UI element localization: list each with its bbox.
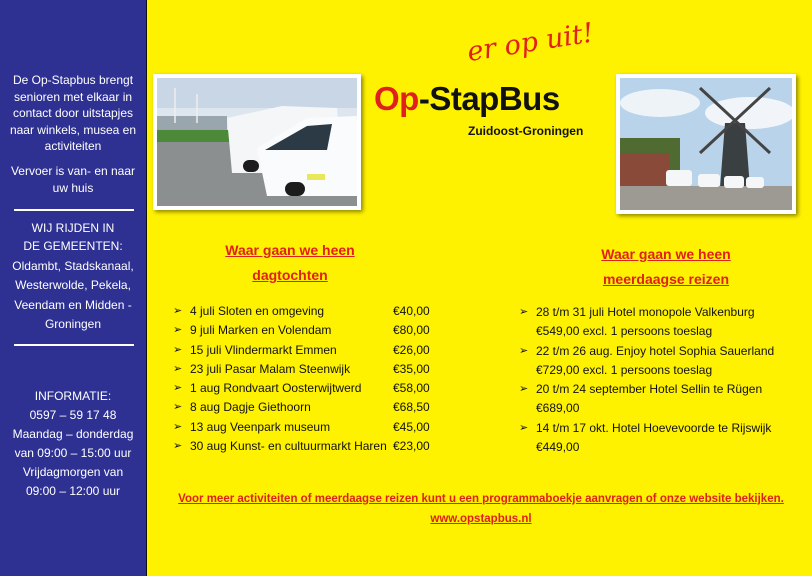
- day-trips-heading: [190, 238, 390, 288]
- vans-photo: [153, 74, 361, 210]
- day-trip-item: [173, 341, 443, 360]
- trip-label: 13 aug Veenpark museum: [190, 419, 331, 434]
- multi-day-heading-line1: Waar gaan we heen: [601, 246, 731, 262]
- multi-day-item: [519, 380, 799, 419]
- bullet-arrow-icon: ➢: [519, 344, 529, 357]
- website-link[interactable]: www.opstapbus.nl: [430, 513, 532, 525]
- bullet-arrow-icon: ➢: [519, 421, 529, 434]
- friday-label: Vrijdagmorgen van: [22, 465, 124, 479]
- bullet-arrow-icon: ➢: [173, 343, 183, 356]
- multi-day-list: [519, 303, 799, 457]
- trip-label: 1 aug Rondvaart Oosterwijtwerd: [190, 381, 362, 396]
- trip-price: €449,00: [536, 440, 580, 455]
- trip-label: 8 aug Dagje Giethoorn: [190, 400, 311, 415]
- transport-text: Vervoer is van- en naar uw huis: [10, 164, 136, 195]
- bullet-arrow-icon: ➢: [519, 383, 529, 396]
- day-trip-item: [173, 302, 443, 321]
- bullet-arrow-icon: ➢: [173, 362, 183, 375]
- multi-day-heading-line2: meerdaagse reizen: [602, 271, 730, 287]
- trip-price: €45,00: [393, 419, 430, 434]
- divider: [14, 209, 134, 211]
- regions-list: Oldambt, Stadskanaal, Westerwolde, Pekela, Veendam en Midden - Groningen: [12, 259, 134, 331]
- trip-label: 9 juli Marken en Volendam: [190, 323, 332, 338]
- day-trip-item: [173, 379, 443, 398]
- bullet-arrow-icon: ➢: [173, 382, 183, 395]
- day-trips-heading-line1: Waar gaan we heen: [225, 242, 355, 258]
- windmill-photo: [616, 74, 796, 214]
- regions-title-2: DE GEMEENTEN:: [23, 239, 123, 253]
- trip-title: 14 t/m 17 okt. Hotel Hoevevoorde te Rijswijk: [536, 420, 772, 435]
- trip-price: €26,00: [393, 342, 430, 357]
- day-trips-heading-line2: dagtochten: [252, 267, 328, 283]
- brand-tagline: er op uit!: [465, 17, 596, 68]
- trip-price: €35,00: [393, 361, 430, 376]
- trip-label: 23 juli Pasar Malam Steenwijk: [190, 361, 351, 376]
- hours-days: Maandag – donderdag: [12, 427, 134, 441]
- sidebar: [0, 0, 147, 576]
- day-trip-item: [173, 360, 443, 379]
- bullet-arrow-icon: ➢: [173, 440, 183, 453]
- day-trip-item: [173, 437, 443, 456]
- trip-title: 28 t/m 31 juli Hotel monopole Valkenburg: [536, 305, 755, 319]
- bullet-arrow-icon: ➢: [173, 401, 183, 414]
- trip-price: €729,00 excl. 1 persoons toeslag: [536, 362, 713, 377]
- multi-day-item: [519, 303, 799, 342]
- trip-price: €80,00: [393, 323, 430, 338]
- day-trip-item: [173, 321, 443, 340]
- day-trips-list: [173, 302, 443, 456]
- trip-price: €40,00: [393, 304, 430, 318]
- friday-time: 09:00 – 12:00 uur: [25, 484, 121, 498]
- multi-day-item: [519, 342, 799, 381]
- regions-title-1: WIJ RIJDEN IN: [31, 221, 115, 235]
- brand-name-rest: -StapBus: [418, 80, 560, 117]
- multi-day-item: [519, 419, 799, 458]
- footer-text: Voor meer activiteiten of meerdaagse reizen kunt u een programmaboekje aanvragen of onze website bekijken.: [178, 493, 784, 505]
- brand-logo: [374, 80, 560, 118]
- bullet-arrow-icon: ➢: [173, 305, 183, 317]
- trip-price: €23,00: [393, 439, 430, 454]
- bullet-arrow-icon: ➢: [173, 324, 183, 337]
- trip-price: €689,00: [536, 401, 580, 416]
- trip-price: €58,00: [393, 381, 430, 396]
- brand-subtitle: Zuidoost-Groningen: [468, 124, 584, 138]
- info-title: INFORMATIE:: [34, 389, 112, 403]
- day-trip-item: [173, 398, 443, 417]
- trip-title: 20 t/m 24 september Hotel Sellin te Rügen: [536, 382, 763, 397]
- trip-label: 15 juli Vlindermarkt Emmen: [190, 342, 337, 357]
- day-trip-item: [173, 418, 443, 437]
- intro-text: De Op-Stapbus brengt senioren met elkaar in contact door uitstapjes naar winkels, musea en activiteiten: [9, 73, 137, 153]
- trip-label: 4 juli Sloten en omgeving: [190, 304, 325, 318]
- bullet-arrow-icon: ➢: [173, 420, 183, 433]
- trip-price: €68,50: [393, 400, 430, 415]
- bullet-arrow-icon: ➢: [519, 306, 529, 318]
- divider: [14, 344, 134, 346]
- hours-time: van 09:00 – 15:00 uur: [14, 446, 132, 460]
- trip-title: 22 t/m 26 aug. Enjoy hotel Sophia Sauerland: [536, 343, 775, 358]
- trip-label: 30 aug Kunst- en cultuurmarkt Haren: [190, 439, 387, 454]
- phone-number: 0597 – 59 17 48: [29, 408, 117, 422]
- multi-day-heading: [566, 242, 766, 292]
- brand-name-op: Op: [374, 80, 419, 117]
- trip-price: €549,00 excl. 1 persoons toeslag: [536, 324, 713, 339]
